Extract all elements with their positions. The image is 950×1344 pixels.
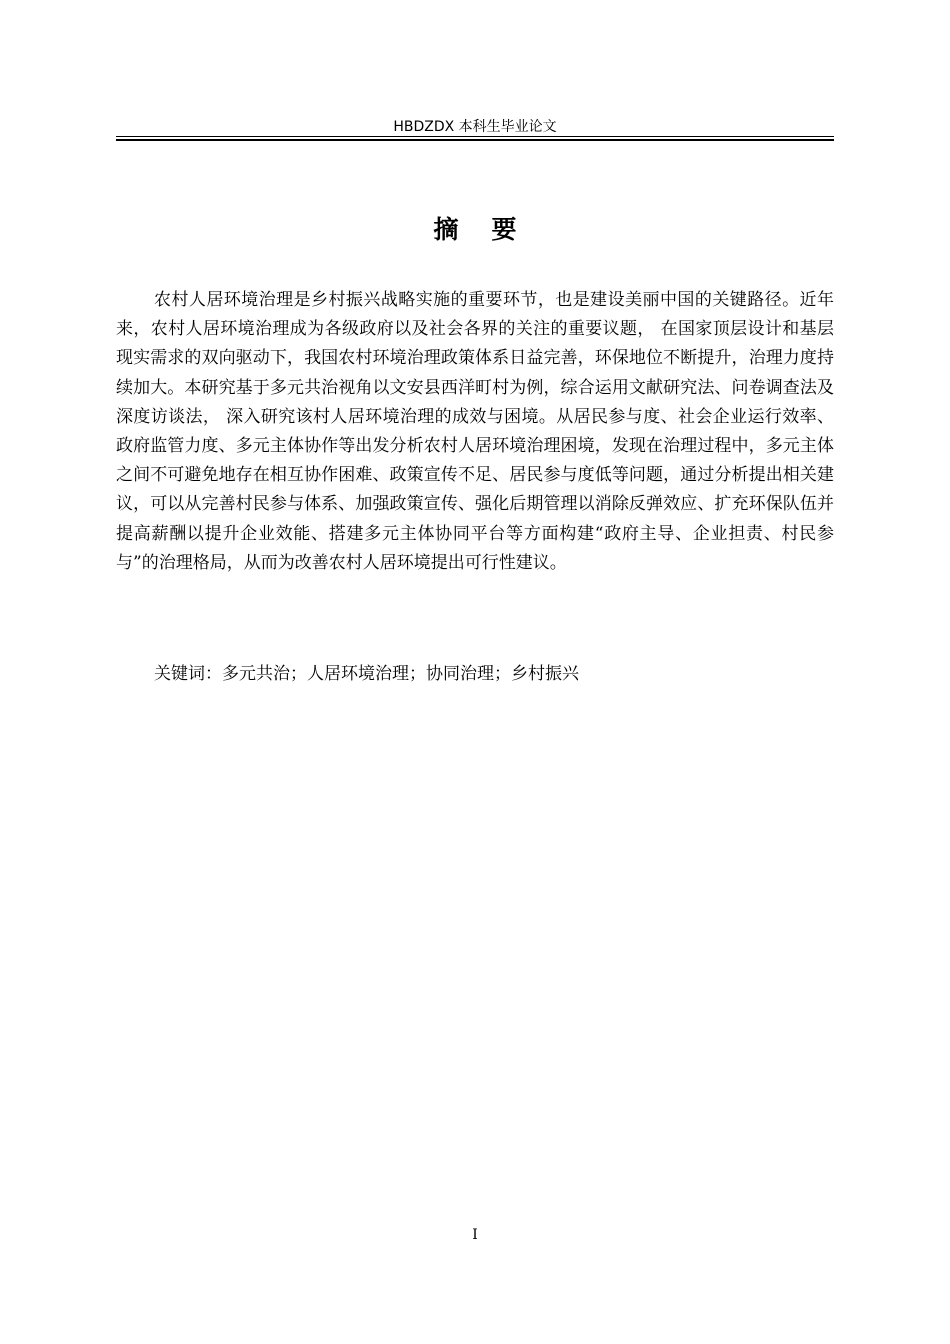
abstract-title: 摘要: [433, 215, 550, 244]
page-number: I: [472, 1227, 478, 1243]
abstract-body: 农村人居环境治理是乡村振兴战略实施的重要环节，也是建设美丽中国的关键路径。近年来，农村人居环境治理成为各级政府以及社会各界的关注的重要议题， 在国家顶层设计和基层现实需求的双向驱动下，我国农村环境治理政策体系日益完善，环保地位不断提升，治理力度持续加大。本研究基于多元共治视角以文安县西洋町村为例，综合运用文献研究法、问卷调查法及深度访谈法， 深入研究该村人居环境治理的成效与困境。从居民参与度、社会企业运行效率、政府监管力度、多元主体协作等出发分析农村人居环境治理困境，发现在治理过程中，多元主体之间不可避免地存在相互协作困难、政策宣传不足、居民参与度低等问题，通过分析提出相关建议，可以从完善村民参与体系、加强政策宣传、强化后期管理以消除反弹效应、扩充环保队伍并提高薪酬以提升企业效能、搭建多元主体协同平台等方面构建“政府主导、企业担责、村民参与”的治理格局，从而为改善农村人居环境提出可行性建议。: [116, 290, 834, 573]
keywords-line: 关键词：多元共治；人居环境治理；协同治理；乡村振兴: [154, 664, 579, 684]
running-header: HBDZDX 本科生毕业论文: [393, 119, 557, 135]
header-rule: [116, 136, 834, 141]
